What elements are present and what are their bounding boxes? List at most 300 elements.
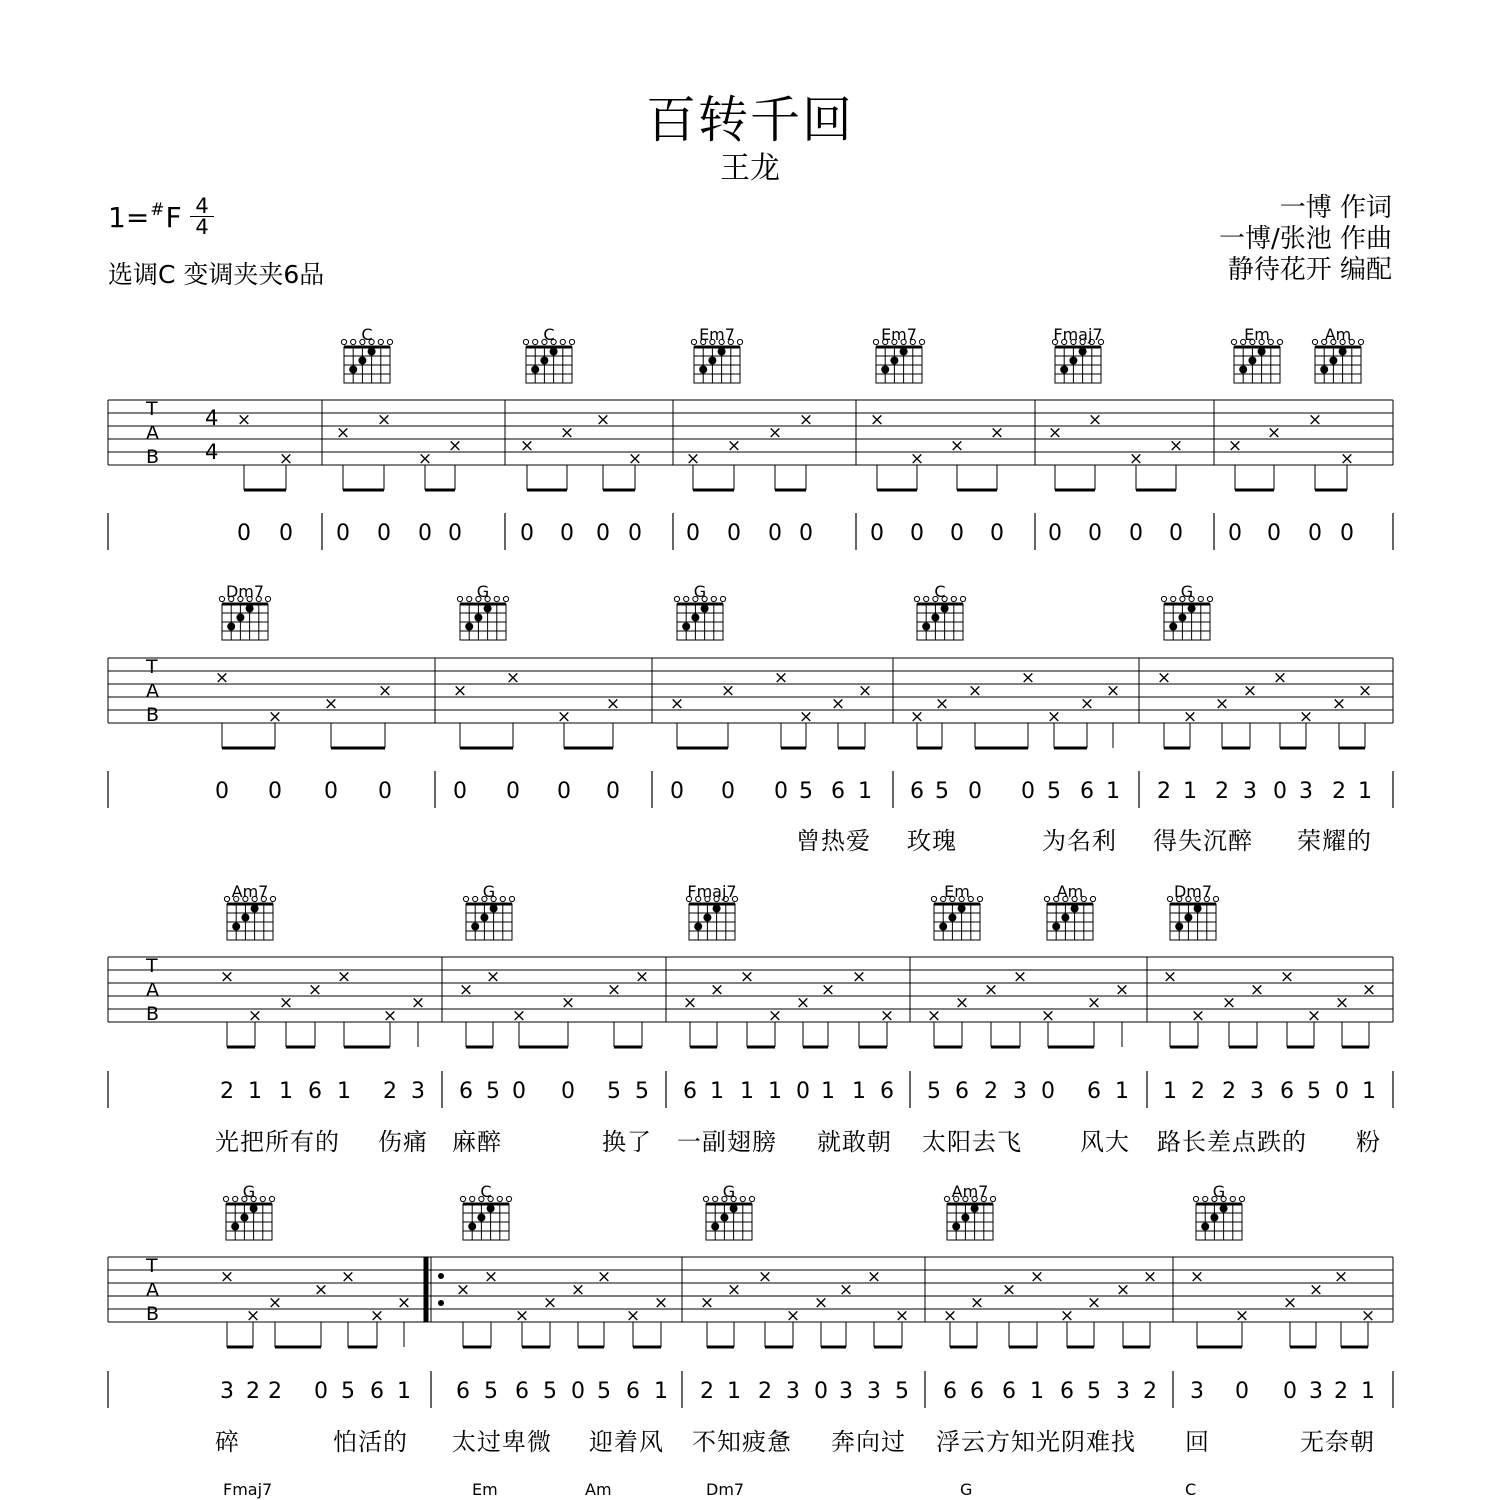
chord-name: Am7: [951, 1182, 989, 1201]
tab-mark: ×: [720, 681, 736, 701]
lyric-phrase: 浮云方知光阴难找: [936, 1428, 1136, 1456]
tab-mark: ×: [323, 694, 339, 714]
lyric-phrase: 就敢朝: [817, 1128, 892, 1156]
jianpu-note: 2: [758, 1379, 772, 1404]
jianpu-note: 1: [727, 1379, 741, 1404]
tab-mark: ×: [857, 681, 873, 701]
tab-mark: ×: [452, 681, 468, 701]
tab-mark: ×: [767, 423, 783, 443]
jianpu-note: 3: [220, 1379, 234, 1404]
tab-mark: ×: [954, 993, 970, 1013]
tab-mark: ×: [1012, 967, 1028, 987]
jianpu-note: 6: [880, 1079, 894, 1104]
tab-mark: ×: [1279, 967, 1295, 987]
jianpu-note: 0: [1048, 521, 1062, 546]
jianpu-note: 1: [852, 1079, 866, 1104]
tab-mark: ×: [1266, 423, 1282, 443]
lyric-phrase: 碎: [215, 1428, 240, 1456]
chord-diagram-g: [674, 596, 725, 640]
jianpu-note: 6: [1002, 1379, 1016, 1404]
jianpu-note: 1: [1030, 1379, 1044, 1404]
jianpu-note: 0: [418, 521, 432, 546]
jianpu-note: 5: [486, 1079, 500, 1104]
chord-name: Am: [1324, 325, 1352, 344]
tab-mark: ×: [396, 1293, 412, 1313]
chord-name: Em7: [699, 325, 735, 344]
tab-mark: ×: [934, 694, 950, 714]
chord-diagram-am: [1044, 896, 1095, 940]
chord-name: G: [1180, 582, 1194, 601]
jianpu-note: 5: [1307, 1079, 1321, 1104]
tab-mark: ×: [376, 410, 392, 430]
chord-name: Dm7: [706, 1480, 745, 1499]
tab-mark: ×: [1242, 681, 1258, 701]
chord-name: C: [543, 325, 555, 344]
tab-clef-letter: B: [146, 1003, 160, 1025]
tab-mark: ×: [1227, 436, 1243, 456]
tab-mark: ×: [1142, 1267, 1158, 1287]
jianpu-note: 0: [268, 779, 282, 804]
chord-diagram-dm7: [1167, 896, 1218, 940]
lyric-phrase: 迎着风: [589, 1428, 664, 1456]
tab-mark: ×: [336, 967, 352, 987]
lyric-phrase: 太过卑微: [452, 1428, 552, 1456]
tab-mark: ×: [307, 980, 323, 1000]
tab-mark: ×: [556, 707, 572, 727]
tab-mark: ×: [1189, 1267, 1205, 1287]
tab-mark: ×: [767, 1006, 783, 1026]
tab-mark: ×: [245, 1306, 261, 1326]
jianpu-note: 1: [768, 1079, 782, 1104]
jianpu-note: 3: [1116, 1379, 1130, 1404]
lyric-phrase: 换了: [602, 1128, 652, 1156]
tab-mark: ×: [410, 993, 426, 1013]
jianpu-note: 0: [606, 779, 620, 804]
tab-mark: ×: [335, 423, 351, 443]
lyric-phrase: 一副翅膀: [677, 1128, 777, 1156]
chord-diagram-g: [1193, 1196, 1244, 1240]
tab-mark: ×: [879, 1006, 895, 1026]
jianpu-note: 2: [246, 1379, 260, 1404]
jianpu-note: 6: [308, 1079, 322, 1104]
tab-mark: ×: [1282, 1293, 1298, 1313]
tab-mark: ×: [1331, 694, 1347, 714]
tab-mark: ×: [219, 1267, 235, 1287]
song-artist: 王龙: [720, 151, 780, 186]
tab-mark: ×: [969, 1293, 985, 1313]
tab-mark: ×: [278, 993, 294, 1013]
chord-name: Em: [1244, 325, 1270, 344]
chord-name: G: [722, 1182, 736, 1201]
tab-mark: ×: [278, 449, 294, 469]
jianpu-note: 5: [1047, 779, 1061, 804]
chord-diagram-em7: [691, 339, 742, 383]
tab-mark: ×: [1190, 1006, 1206, 1026]
jianpu-note: 2: [1157, 779, 1171, 804]
tab-mark: ×: [1361, 980, 1377, 1000]
tab-mark: ×: [949, 436, 965, 456]
jianpu-note: 0: [727, 521, 741, 546]
tab-mark: ×: [989, 423, 1005, 443]
jianpu-note: 6: [456, 1379, 470, 1404]
jianpu-note: 0: [506, 779, 520, 804]
tab-mark: ×: [1334, 993, 1350, 1013]
lyric-phrase: 得失沉醉: [1153, 827, 1253, 855]
chord-diagram-em: [1231, 339, 1282, 383]
lyric-phrase: 粉: [1356, 1128, 1381, 1156]
tab-mark: ×: [1307, 410, 1323, 430]
tab-mark: ×: [983, 980, 999, 1000]
jianpu-note: 1: [1163, 1079, 1177, 1104]
jianpu-note: 2: [383, 1079, 397, 1104]
jianpu-note: 3: [1309, 1379, 1323, 1404]
chord-name: Em7: [881, 325, 917, 344]
lyric-phrase: 麻醉: [452, 1128, 502, 1156]
tab-mark: ×: [236, 410, 252, 430]
jianpu-note: 1: [740, 1079, 754, 1104]
tab-mark: ×: [340, 1267, 356, 1287]
jianpu-note: 0: [1235, 1379, 1249, 1404]
tab-mark: ×: [1040, 1006, 1056, 1026]
tab-mark: ×: [682, 993, 698, 1013]
lyric-phrase: 伤痛: [378, 1128, 428, 1156]
lyric-phrase: 光把所有的: [215, 1128, 340, 1156]
jianpu-note: 1: [337, 1079, 351, 1104]
tab-mark: ×: [967, 681, 983, 701]
jianpu-note: 1: [248, 1079, 262, 1104]
chord-name: Am: [1056, 882, 1084, 901]
jianpu-note: 0: [1283, 1379, 1297, 1404]
jianpu-note: 0: [1273, 779, 1287, 804]
chord-diagram-g: [457, 596, 508, 640]
tab-clef-letter: A: [146, 979, 159, 1001]
jianpu-note: 0: [561, 1079, 575, 1104]
tab-mark: ×: [709, 980, 725, 1000]
jianpu-note: 5: [799, 779, 813, 804]
tab-clef-letter: A: [146, 422, 159, 444]
tab-mark: ×: [1272, 668, 1288, 688]
chord-name: Fmaj7: [687, 882, 737, 901]
tab-mark: ×: [570, 1280, 586, 1300]
tab-mark: ×: [894, 1306, 910, 1326]
tab-clef-letter: B: [146, 1303, 160, 1325]
staff-time-sig-bottom: 4: [205, 440, 219, 464]
chord-diagram-am7: [944, 1196, 995, 1240]
lyric-phrase: 曾热爱: [796, 827, 871, 855]
tab-mark: ×: [1029, 1267, 1045, 1287]
tab-mark: ×: [369, 1306, 385, 1326]
tab-mark: ×: [514, 1306, 530, 1326]
tab-mark: ×: [1001, 1280, 1017, 1300]
chord-name: Dm7: [1173, 882, 1213, 901]
tab-mark: ×: [739, 967, 755, 987]
tab-mark: ×: [757, 1267, 773, 1287]
tab-mark: ×: [851, 967, 867, 987]
capo-note: 选调C 变调夹夹6品: [108, 260, 325, 289]
staff-time-sig-top: 4: [205, 406, 219, 430]
tab-mark: ×: [798, 410, 814, 430]
tab-mark: ×: [595, 410, 611, 430]
jianpu-note: 0: [560, 521, 574, 546]
tab-mark: ×: [1046, 707, 1062, 727]
jianpu-note: 2: [984, 1079, 998, 1104]
jianpu-note: 3: [1013, 1079, 1027, 1104]
chord-name: Em: [472, 1480, 498, 1499]
tab-mark: ×: [785, 1306, 801, 1326]
jianpu-note: 0: [799, 521, 813, 546]
chord-name: Am: [585, 1480, 612, 1499]
jianpu-note: 0: [814, 1379, 828, 1404]
time-signature: 4 4: [190, 196, 214, 237]
chord-diagram-g: [223, 1196, 274, 1240]
jianpu-note: 1: [821, 1079, 835, 1104]
jianpu-note: 6: [1060, 1379, 1074, 1404]
jianpu-note: 0: [1335, 1079, 1349, 1104]
jianpu-note: 0: [910, 521, 924, 546]
jianpu-note: 5: [635, 1079, 649, 1104]
tab-clef-letter: A: [146, 680, 159, 702]
tab-mark: ×: [485, 967, 501, 987]
tab-mark: ×: [685, 449, 701, 469]
tab-mark: ×: [382, 1006, 398, 1026]
jianpu-note: 1: [279, 1079, 293, 1104]
jianpu-note: 0: [950, 521, 964, 546]
jianpu-note: 0: [377, 521, 391, 546]
jianpu-note: 1: [1362, 1079, 1376, 1104]
jianpu-note: 6: [515, 1379, 529, 1404]
jianpu-note: 0: [448, 521, 462, 546]
jianpu-note: 0: [670, 779, 684, 804]
jianpu-note: 0: [512, 1079, 526, 1104]
tab-mark: ×: [1308, 1280, 1324, 1300]
jianpu-note: 2: [1215, 779, 1229, 804]
chord-diagram-g: [1161, 596, 1212, 640]
jianpu-note: 0: [774, 779, 788, 804]
tab-mark: ×: [1086, 993, 1102, 1013]
tab-mark: ×: [377, 681, 393, 701]
chord-name: C: [934, 582, 946, 601]
jianpu-note: 1: [710, 1079, 724, 1104]
tab-mark: ×: [447, 436, 463, 456]
tab-mark: ×: [830, 694, 846, 714]
jianpu-note: 0: [336, 521, 350, 546]
lyric-phrase: 回: [1185, 1428, 1210, 1456]
jianpu-note: 1: [654, 1379, 668, 1404]
tab-mark: ×: [313, 1280, 329, 1300]
chord-diagram-c: [914, 596, 965, 640]
chord-name: G: [476, 582, 490, 601]
tab-mark: ×: [1221, 993, 1237, 1013]
jianpu-note: 0: [557, 779, 571, 804]
jianpu-note: 5: [543, 1379, 557, 1404]
tab-mark: ×: [417, 449, 433, 469]
tab-mark: ×: [542, 1293, 558, 1313]
chord-name: Fmaj7: [1053, 325, 1103, 344]
jianpu-note: 2: [268, 1379, 282, 1404]
tab-mark: ×: [798, 707, 814, 727]
chord-diagram-fmaj7: [686, 896, 737, 940]
jianpu-note: 0: [314, 1379, 328, 1404]
chord-name: Am7: [231, 882, 269, 901]
tab-mark: ×: [1162, 967, 1178, 987]
jianpu-note: 0: [237, 521, 251, 546]
jianpu-note: 2: [1332, 779, 1346, 804]
jianpu-note: 0: [686, 521, 700, 546]
jianpu-note: 5: [895, 1379, 909, 1404]
jianpu-note: 3: [411, 1079, 425, 1104]
tab-clef-letter: B: [146, 704, 160, 726]
jianpu-note: 1: [1115, 1079, 1129, 1104]
jianpu-note: 6: [1080, 779, 1094, 804]
jianpu-note: 6: [955, 1079, 969, 1104]
tab-mark: ×: [773, 668, 789, 688]
tab-mark: ×: [653, 1293, 669, 1313]
jianpu-note: 0: [279, 521, 293, 546]
jianpu-note: 6: [626, 1379, 640, 1404]
tab-mark: ×: [519, 436, 535, 456]
jianpu-note: 0: [628, 521, 642, 546]
tab-mark: ×: [926, 1006, 942, 1026]
song-title: 百转千回: [646, 91, 854, 149]
tab-mark: ×: [726, 436, 742, 456]
jianpu-note: 6: [370, 1379, 384, 1404]
chord-diagram-g: [703, 1196, 754, 1240]
jianpu-note: 5: [484, 1379, 498, 1404]
key-signature: 1=#F: [108, 200, 182, 234]
tab-mark: ×: [625, 1306, 641, 1326]
jianpu-note: 3: [786, 1379, 800, 1404]
lyric-phrase: 玫瑰: [907, 827, 957, 855]
chord-name: C: [1185, 1480, 1197, 1499]
tab-mark: ×: [866, 1267, 882, 1287]
chord-name: Fmaj7: [223, 1480, 273, 1499]
jianpu-note: 5: [927, 1079, 941, 1104]
jianpu-note: 0: [520, 521, 534, 546]
chord-name: G: [693, 582, 707, 601]
tab-clef-letter: T: [146, 1255, 158, 1277]
jianpu-note: 0: [796, 1079, 810, 1104]
tab-mark: ×: [596, 1267, 612, 1287]
jianpu-note: 5: [597, 1379, 611, 1404]
chord-diagram-am7: [224, 896, 275, 940]
jianpu-note: 1: [397, 1379, 411, 1404]
chord-name: G: [242, 1182, 256, 1201]
lyric-phrase: 无奈朝: [1300, 1428, 1375, 1456]
tab-mark: ×: [214, 668, 230, 688]
tab-clef-letter: T: [146, 398, 158, 420]
tab-mark: ×: [247, 1006, 263, 1026]
tab-mark: ×: [505, 668, 521, 688]
jianpu-note: 1: [858, 779, 872, 804]
jianpu-note: 0: [1267, 521, 1281, 546]
tab-mark: ×: [1234, 1306, 1250, 1326]
tab-mark: ×: [813, 1293, 829, 1313]
jianpu-note: 0: [1088, 521, 1102, 546]
tab-clef-letter: T: [146, 656, 158, 678]
tab-mark: ×: [634, 967, 650, 987]
chord-name: G: [960, 1480, 973, 1499]
lyric-phrase: 为名利: [1042, 827, 1117, 855]
lyric-phrase: 怕活的: [333, 1428, 408, 1456]
lyricist-credit: 一博 作词: [1279, 193, 1392, 223]
jianpu-note: 2: [1334, 1379, 1348, 1404]
tab-mark: ×: [1357, 681, 1373, 701]
chord-diagram-g: [463, 896, 514, 940]
jianpu-note: 1: [1361, 1379, 1375, 1404]
lyric-phrase: 风大: [1080, 1128, 1130, 1156]
chord-name: C: [480, 1182, 492, 1201]
tab-mark: ×: [560, 993, 576, 1013]
tab-mark: ×: [909, 707, 925, 727]
jianpu-note: 6: [910, 779, 924, 804]
jianpu-note: 6: [831, 779, 845, 804]
tab-mark: ×: [455, 1280, 471, 1300]
chord-diagram-fmaj7: [1052, 339, 1103, 383]
tab-mark: ×: [1087, 410, 1103, 430]
tab-mark: ×: [1156, 668, 1172, 688]
jianpu-note: 0: [990, 521, 1004, 546]
chord-diagram-dm7: [219, 596, 270, 640]
jianpu-note: 0: [324, 779, 338, 804]
jianpu-note: 0: [968, 779, 982, 804]
chord-name: G: [1212, 1182, 1226, 1201]
tab-mark: ×: [1114, 980, 1130, 1000]
tab-mark: ×: [605, 694, 621, 714]
jianpu-note: 2: [1222, 1079, 1236, 1104]
tab-mark: ×: [942, 1306, 958, 1326]
tab-mark: ×: [1249, 980, 1265, 1000]
chord-diagram-c: [341, 339, 392, 383]
tab-mark: ×: [1306, 1006, 1322, 1026]
jianpu-note: 1: [1183, 779, 1197, 804]
tab-mark: ×: [483, 1267, 499, 1287]
jianpu-note: 0: [1308, 521, 1322, 546]
tab-mark: ×: [1168, 436, 1184, 456]
tab-clef-letter: T: [146, 955, 158, 977]
jianpu-note: 5: [607, 1079, 621, 1104]
tab-mark: ×: [838, 1280, 854, 1300]
tab-mark: ×: [559, 423, 575, 443]
tab-mark: ×: [219, 967, 235, 987]
chord-name: Dm7: [225, 582, 265, 601]
tab-mark: ×: [1020, 668, 1036, 688]
chord-diagram-c: [460, 1196, 511, 1240]
jianpu-note: 3: [867, 1379, 881, 1404]
jianpu-note: 0: [453, 779, 467, 804]
jianpu-note: 0: [1041, 1079, 1055, 1104]
composer-credit: 一博/张池 作曲: [1218, 224, 1392, 254]
tab-mark: ×: [1298, 707, 1314, 727]
jianpu-note: 2: [1191, 1079, 1205, 1104]
jianpu-note: 2: [700, 1379, 714, 1404]
tab-mark: ×: [1214, 694, 1230, 714]
lyric-phrase: 荣耀的: [1297, 827, 1372, 855]
tab-mark: ×: [1115, 1280, 1131, 1300]
tab-mark: ×: [869, 410, 885, 430]
jianpu-note: 0: [1129, 521, 1143, 546]
arranger-credit: 静待花开 编配: [1227, 255, 1392, 285]
jianpu-note: 0: [1169, 521, 1183, 546]
tab-mark: ×: [1182, 707, 1198, 727]
jianpu-note: 5: [341, 1379, 355, 1404]
jianpu-note: 3: [1250, 1079, 1264, 1104]
chord-diagram-am: [1312, 339, 1363, 383]
jianpu-note: 6: [1087, 1079, 1101, 1104]
chord-diagram-em: [931, 896, 982, 940]
tab-mark: ×: [627, 449, 643, 469]
tab-mark: ×: [267, 1293, 283, 1313]
tab-mark: ×: [1105, 681, 1121, 701]
